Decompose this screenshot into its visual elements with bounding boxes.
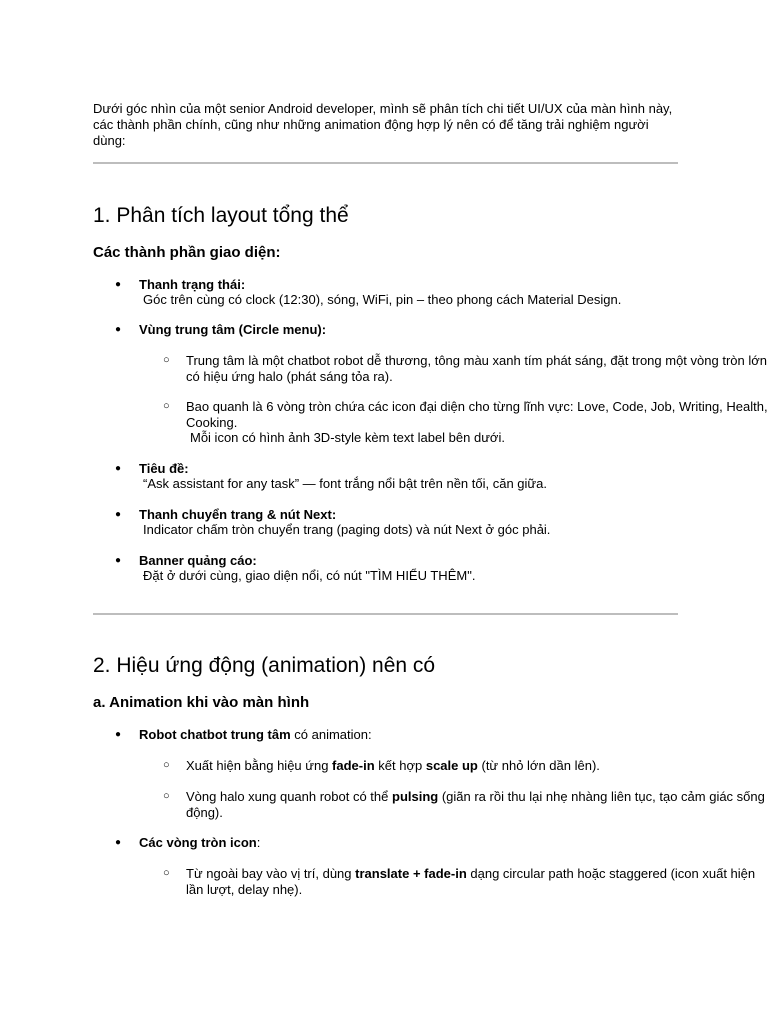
circle-bullet-icon: ○ [163,790,170,802]
item-title: Vùng trung tâm (Circle menu): [139,322,327,337]
bullet-icon: ● [115,324,122,335]
divider [93,162,678,164]
bullet-icon: ● [115,837,122,848]
circle-bullet-icon: ○ [163,759,170,771]
item-title: Banner quảng cáo: [139,553,257,568]
item-desc: Indicator chấm tròn chuyển trang (paging dots) và nút Next ở góc phải. [143,522,551,537]
sub-list-item [93,353,768,384]
item-desc: Đặt ở dưới cùng, giao diện nổi, có nút "TÌM HIỂU THÊM". [143,568,476,583]
sub-list-item [93,866,768,897]
sub-list-item [93,758,768,774]
bold-term: fade-in [332,758,375,773]
sub-item-text: Bao quanh là 6 vòng tròn chứa các icon đại diện cho từng lĩnh vực: Love, Code, Job, Writing, Health, Cooking. [186,399,768,430]
item-text: : [256,835,261,850]
bullet-icon: ● [115,463,122,474]
bold-term: scale up [425,758,478,773]
item-title: Các vòng tròn icon [139,835,257,850]
text-span: Xuất hiện bằng hiệu ứng [186,758,333,773]
list-item [93,507,724,537]
bold-term: translate + fade-in [355,866,467,881]
list-item [93,553,724,583]
list-item [93,461,724,491]
section-1-subheading: Các thành phần giao diện: [93,244,281,261]
text-span: (giãn ra rồi thu lại nhẹ nhàng liên tục, tạo cảm giác sống động). [186,789,765,820]
list-item [93,727,724,742]
text-span: Từ ngoài bay vào vị trí, dùng [186,866,356,881]
text-span: dạng circular path hoặc staggered (icon xuất hiện lần lượt, delay nhẹ). [186,866,756,897]
bullet-icon: ● [115,555,122,566]
item-title: Thanh chuyển trang & nút Next: [139,507,337,522]
circle-bullet-icon: ○ [163,867,170,879]
section-2-subheading: a. Animation khi vào màn hình [93,694,310,711]
divider [93,613,678,615]
item-title: Tiêu đề: [139,461,189,476]
intro-paragraph: Dưới góc nhìn của một senior Android developer, mình sẽ phân tích chi tiết UI/UX của màn hình này, các thành phần chính, cũng như những animation động hợp lý nên có để tăng trải nghiệm người dùng: [93,101,673,148]
sub-list-item [93,789,768,820]
item-title: Thanh trạng thái: [139,277,246,292]
circle-bullet-icon: ○ [163,400,170,412]
bullet-icon: ● [115,729,122,740]
bold-term: pulsing [392,789,439,804]
section-2-heading: 2. Hiệu ứng động (animation) nên có [93,654,436,677]
text-span: Vòng halo xung quanh robot có thể [186,789,392,804]
list-item [93,322,724,337]
text-span: kết hợp [374,758,426,773]
item-desc: Góc trên cùng có clock (12:30), sóng, WiFi, pin – theo phong cách Material Design. [143,292,622,307]
item-title: Robot chatbot trung tâm [139,727,291,742]
item-desc: “Ask assistant for any task” — font trắng nổi bật trên nền tối, căn giữa. [143,476,547,491]
sub-item-text: Trung tâm là một chatbot robot dễ thương, tông màu xanh tím phát sáng, đặt trong một vòng tròn lớn có hiệu ứng halo (phát sáng tỏa ra). [186,353,767,384]
circle-bullet-icon: ○ [163,354,170,366]
list-item [93,835,724,850]
text-span: (từ nhỏ lớn dần lên). [477,758,600,773]
bullet-icon: ● [115,509,122,520]
sub-list-item [93,399,768,446]
list-item [93,277,724,307]
sub-item-text: Mỗi icon có hình ảnh 3D-style kèm text label bên dưới. [190,430,505,445]
item-text: có animation: [290,727,372,742]
bullet-icon: ● [115,279,122,290]
section-1-heading: 1. Phân tích layout tổng thể [93,204,349,227]
